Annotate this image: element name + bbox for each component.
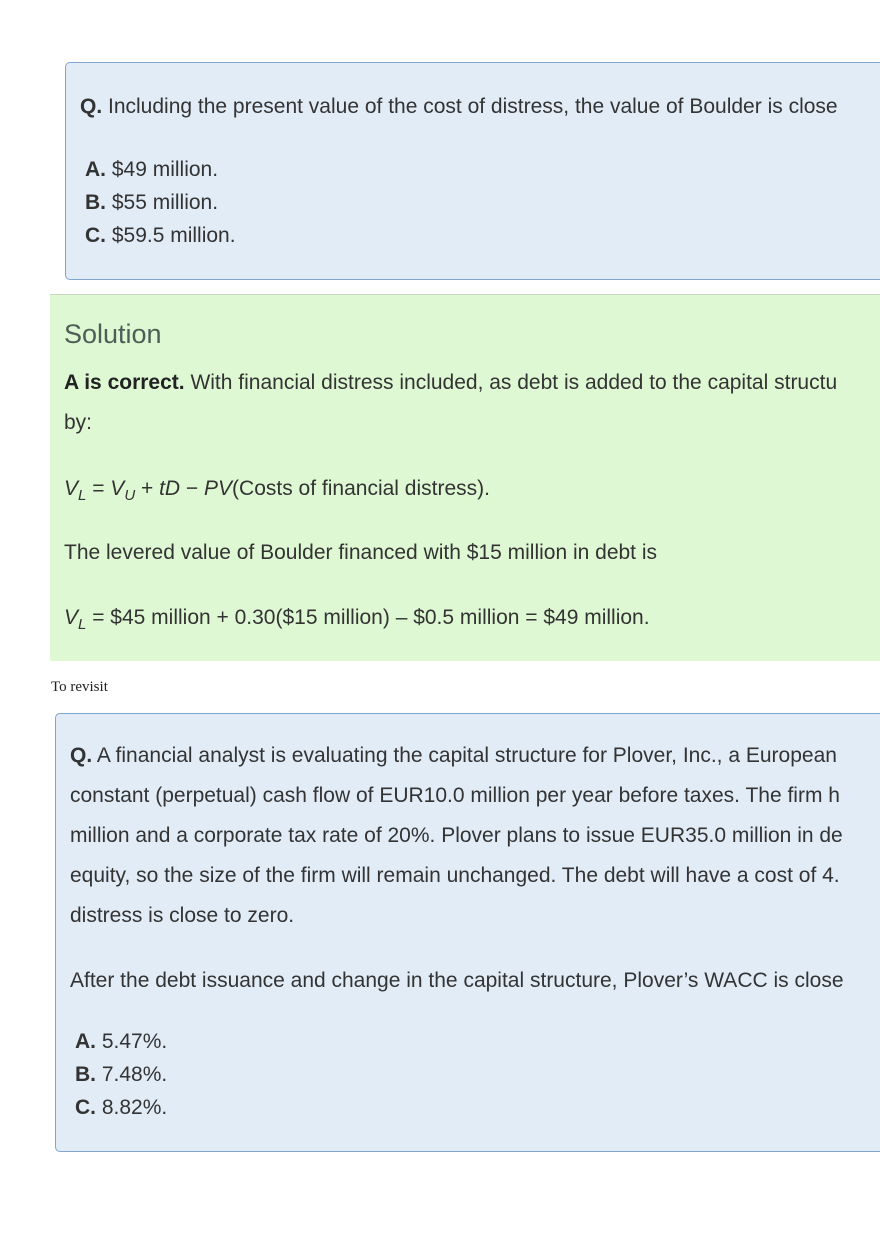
solution-line-1 xyxy=(64,371,837,395)
option-letter: C. xyxy=(85,224,106,247)
formula-pv: PV xyxy=(204,477,233,500)
formula-sub-u: U xyxy=(124,487,136,504)
question-1-text xyxy=(80,95,838,119)
solution-verdict: A is correct. xyxy=(64,371,185,394)
question-2-line-1 xyxy=(70,744,837,768)
calc-v: V xyxy=(64,606,79,629)
to-revisit-label: To revisit xyxy=(51,679,108,695)
formula-plus: + xyxy=(135,477,160,500)
question-2-stem-start: A financial analyst is evaluating the capital structure for Plover, Inc., a European xyxy=(92,744,837,767)
option-letter: A. xyxy=(75,1030,96,1053)
question-2-option-a[interactable] xyxy=(75,1030,167,1054)
solution-panel xyxy=(50,294,880,661)
formula-sub-l: L xyxy=(78,487,87,504)
solution-explanation: With financial distress included, as debt is added to the capital structu xyxy=(184,371,838,394)
question-1-option-a[interactable] xyxy=(85,158,218,182)
option-letter: C. xyxy=(75,1096,96,1119)
option-text: $55 million. xyxy=(106,191,219,214)
question-2-line-5: distress is close to zero. xyxy=(70,904,295,927)
option-text: 7.48%. xyxy=(96,1063,168,1086)
option-letter: B. xyxy=(85,191,106,214)
option-text: $59.5 million. xyxy=(106,224,236,247)
question-2-line-4: equity, so the size of the firm will remain unchanged. The debt will have a cost of 4. xyxy=(70,864,840,887)
question-2-option-c[interactable] xyxy=(75,1096,167,1120)
question-1-option-c[interactable] xyxy=(85,224,236,248)
calc-sub-l: L xyxy=(78,616,87,633)
formula-v-unlevered: V xyxy=(110,477,125,500)
question-1-option-b[interactable] xyxy=(85,191,218,215)
solution-title: Solution xyxy=(64,319,162,349)
option-text: 5.47%. xyxy=(96,1030,168,1053)
levered-value-formula xyxy=(64,477,490,504)
formula-minus: − xyxy=(180,477,205,500)
formula-v: V xyxy=(64,477,79,500)
levered-value-calculation xyxy=(64,606,650,633)
formula-td: tD xyxy=(159,477,181,500)
question-2-line-3: million and a corporate tax rate of 20%. Plover plans to issue EUR35.0 million in de xyxy=(70,824,843,847)
question-2-prefix: Q. xyxy=(70,744,93,767)
question-2-prompt: After the debt issuance and change in the capital structure, Plover’s WACC is close xyxy=(70,969,844,992)
option-letter: B. xyxy=(75,1063,96,1086)
question-1-prefix: Q. xyxy=(80,95,103,118)
question-2-line-2: constant (perpetual) cash flow of EUR10.0 million per year before taxes. The firm h xyxy=(70,784,840,807)
calc-rest: = $45 million + 0.30($15 million) – $0.5 million = $49 million. xyxy=(86,606,650,629)
question-2-option-b[interactable] xyxy=(75,1063,167,1087)
formula-rest: (Costs of financial distress). xyxy=(232,477,490,500)
question-1-stem: Including the present value of the cost of distress, the value of Boulder is close xyxy=(102,95,838,118)
solution-line-2: by: xyxy=(64,411,93,434)
formula-equals: = xyxy=(86,477,111,500)
option-letter: A. xyxy=(85,158,106,181)
question-2-card xyxy=(55,713,880,1152)
option-text: 8.82%. xyxy=(96,1096,168,1119)
question-1-card xyxy=(65,62,880,280)
solution-line-4: The levered value of Boulder financed with $15 million in debt is xyxy=(64,541,658,564)
option-text: $49 million. xyxy=(106,158,219,181)
